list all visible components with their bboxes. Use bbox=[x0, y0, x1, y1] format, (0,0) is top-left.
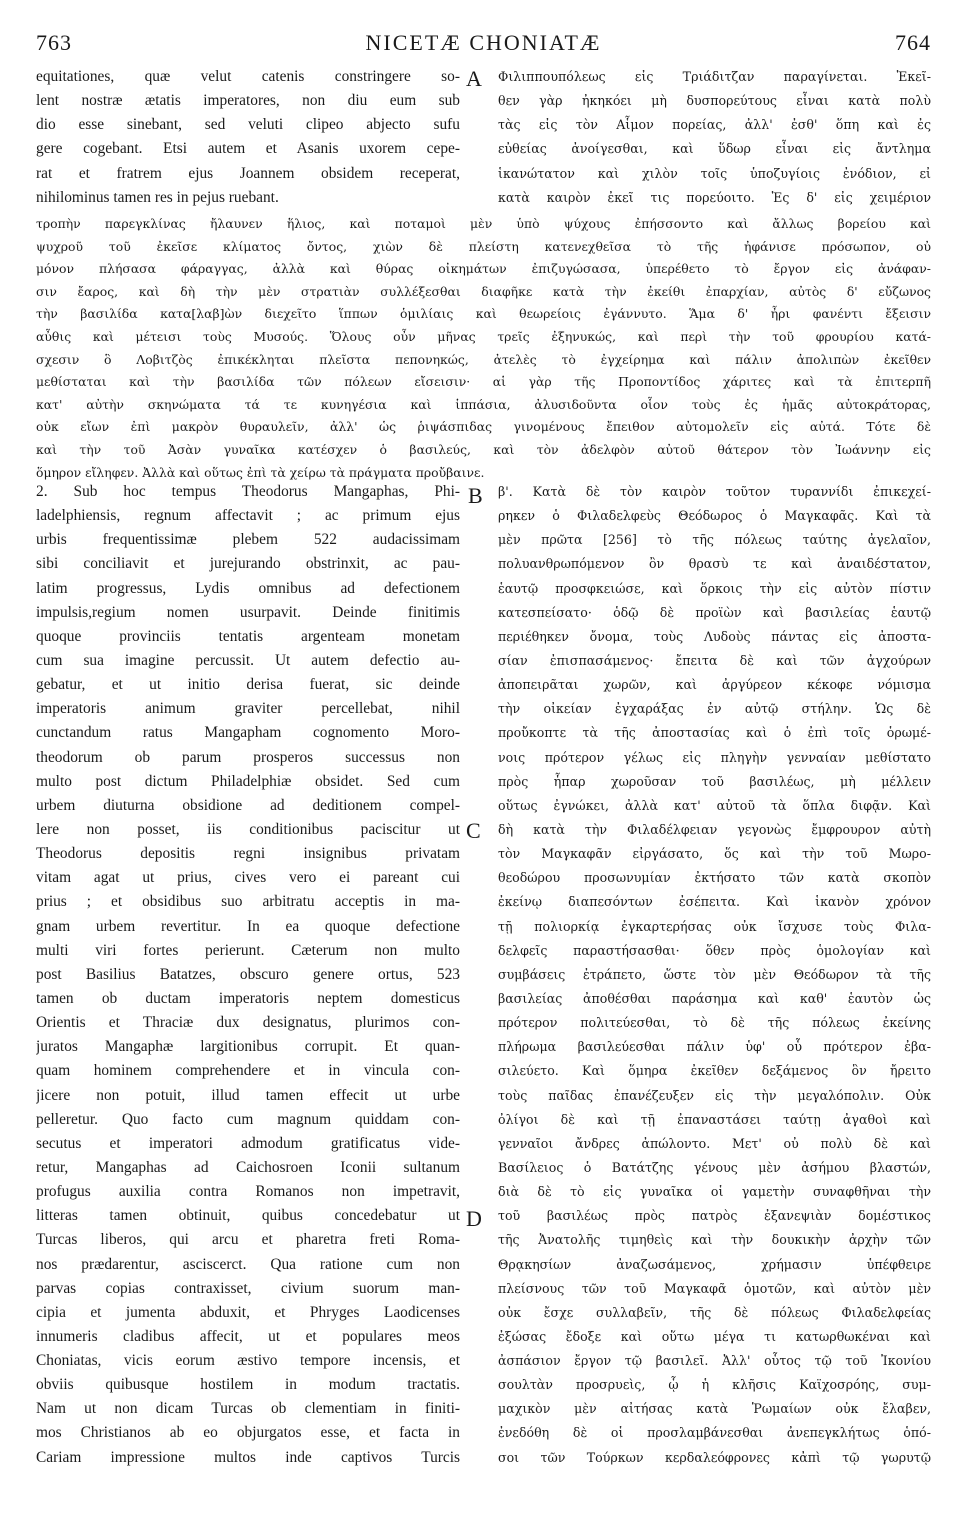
text-line: ἱκανώτατον καὶ χιλὸν τοῖς ὑποζυγίοις ἐνόδιον, εἰ bbox=[498, 165, 931, 181]
text-line: ἐξώσας ἔδοξε καὶ οὕτω μέγα τι κατωρθωκέναι καὶ bbox=[498, 1328, 931, 1344]
text-line: πρὸς ἧπαρ χωροῦσαν τοῦ βασιλέως, μὴ μέλλειν bbox=[498, 773, 931, 789]
text-line: quam hominem comprehendere et in vincula con- bbox=[36, 1062, 460, 1080]
text-line: τῇ πολιορκίᾳ ἐγκαρτερήσας οὐκ ἴσχυσε τοὺς Φιλα- bbox=[498, 918, 931, 934]
text-line: Φιλιππουπόλεως εἰς Τριάδιτζαν παραγίνεται. Ἐκεῖ- bbox=[498, 69, 931, 84]
text-line: gere cogebant. Etsi autem et Asanis uxorem cepe- bbox=[36, 140, 460, 158]
text-line: προὔκοπτε τὰ τῆς ἀποστασίας καὶ ὁ ἐπὶ τοῖς ὁρωμέ- bbox=[498, 725, 931, 741]
text-line: περιέθηκεν ὄνομα, τοὺς Λυδοὺς πάντας εἰς ἀποστα- bbox=[498, 628, 931, 644]
text-line: σίαν ἐπισπασάμενος· ἔπειτα δὲ καὶ τῶν ἀγχούρων bbox=[498, 652, 931, 668]
text-line: impulsis,regium nomen usurpavit. Deinde finitimis bbox=[36, 603, 460, 621]
left-page-number: 763 bbox=[36, 30, 72, 55]
text-line: urbem diuturna obsidione ad deditionem compel- bbox=[36, 796, 460, 814]
text-line: Theodorus depositis regni insignibus privatam bbox=[36, 845, 460, 863]
text-line: latim progressus, Lydis omnibus ad defectionem bbox=[36, 579, 460, 597]
text-line: ἐνεδόθη δὲ οἱ προσλαμβάνεσθαι ἀνεπεγκλήτως ὁπό- bbox=[498, 1425, 931, 1441]
text-line: ἀποπειρᾶται χωρῶν, καὶ ἀργύρεον κέκοφε νόμισμα bbox=[498, 677, 931, 693]
running-title: NICETÆ CHONIATÆ bbox=[365, 30, 602, 55]
text-line: σιλεύετο. Καὶ ὅμηρα ἐκεῖθεν δεξάμενος ὃν ἤρειτο bbox=[498, 1063, 931, 1079]
text-line: πλείσνους τῶν τοῦ Μαγκαφᾶ ὁμοτῶν, καὶ αὐτὸν μὲν bbox=[498, 1280, 931, 1296]
text-line: equitationes, quæ velut catenis constringere so- bbox=[36, 68, 460, 85]
text-line: θεν γὰρ ἠκηκόει μὴ δυσπορεύτους εἶναι κατὰ πολὺ bbox=[498, 93, 931, 109]
text-line: vitam agat ut prius, cives vero ei pareant cui bbox=[36, 869, 460, 887]
text-line: μεθίσταται καὶ τὴν βασιλίδα τῶν πόλεων εἴσεισιν· αἱ γὰρ τῆς Προποντίδος χάριτες καὶ τὰ ἐπιτερπῆ bbox=[36, 374, 931, 390]
text-line: μόνον πλήσασα φάραγγας, ἀλλὰ καὶ θύρας οἰκημάτων ἐπιζυγώσασα, ὑπερέθετο τὸ ἔργον εἰς ἀνάφαν- bbox=[36, 261, 931, 277]
text-line: Nam ut non dicam Turcas ob clementiam in finiti- bbox=[36, 1400, 460, 1418]
text-line: profugus auxilia contra Romanos non impetravit, bbox=[36, 1183, 460, 1201]
right-page-number: 764 bbox=[895, 30, 931, 55]
full-width-greek-paragraph bbox=[36, 213, 931, 484]
text-line: νοις πρότερον γέλως εἰς πληγὴν γενναίαν μεθίστατο bbox=[498, 749, 931, 765]
text-line: multo post dictum Philadelphiæ obsidet. Sed cum bbox=[36, 772, 460, 790]
text-line: mos Christianos ab eo objurgatos esse, et facta in bbox=[36, 1424, 460, 1442]
text-line: σιν ἔαρος, καὶ δὴ τὴν μὲν στρατιὰν συλλέξεσθαι διαφῆκε κατὰ τὴν ἐκείθι ἐπαρχίαν, αὐτὸς δ' εὔζωνος bbox=[36, 283, 931, 299]
text-line: nihilominus tamen res in pejus ruebant. bbox=[36, 188, 279, 206]
text-line: post Basilius Batatzes, obscuro genere ortus, 523 bbox=[36, 965, 460, 983]
text-line: πρότερον πολιτεύεσθαι, τὸ δὲ τῆς πόλεως ἐκείνης bbox=[498, 1015, 931, 1031]
text-line: Turcas liberos, qui arcu et pharetra freti Roma- bbox=[36, 1231, 460, 1249]
top-latin-column bbox=[36, 65, 460, 210]
text-line: cunctandum ratus Mangapham cognomento Moro- bbox=[36, 724, 460, 742]
text-line: τὸν Μαγκαφᾶν εἰργάσατο, ὅς καὶ τὴν τοῦ Μωρο- bbox=[498, 846, 931, 862]
text-line: οὐκ εἴων ἐπὶ μακρὸν θυραυλεῖν, ἀλλ' ὡς ῥιψάσπιδας γινομένους ἔπειθον αὐτομολεῖν εἰς αὐτά. Τότε δὲ bbox=[36, 419, 931, 435]
text-line: ἀσπάσιον ἔργον τῷ βασιλεῖ. Ἀλλ' οὗτος τῷ τοῦ Ἰκονίου bbox=[498, 1353, 931, 1369]
text-line: θεοδώρου προσωνυμίαν ἐκτήσατο τῶν κατὰ σκοπὸν bbox=[498, 870, 931, 886]
text-line: τὴν οἰκείαν ἐγχαράξας ἐν αὐτῷ στήλην. Ὡς δὲ bbox=[498, 701, 931, 717]
text-line: τὰς εἰς τὸν Αἷμον πορείας, ἀλλ' ἐσθ' ὅπη καὶ ἐς bbox=[498, 117, 931, 133]
text-line: dio esse sinebant, sed veluti clipeo abjecto sufu bbox=[36, 116, 460, 134]
text-line: Orientis et Thraciæ dux designatus, plurimos con- bbox=[36, 1014, 460, 1032]
text-line: β'. Κατὰ δὲ τὸν καιρὸν τοῦτον τυραννίδι ἐπικεχεί- bbox=[498, 484, 931, 499]
margin-marker-a: A bbox=[466, 66, 482, 91]
text-line: τῆς Ἀνατολῆς τιμηθεὶς καὶ τὴν δουκικὴν ἀρχὴν τῶν bbox=[498, 1232, 931, 1248]
text-line: tamen ob ductam imperatoris neptem domesticus bbox=[36, 989, 460, 1007]
text-line: αὖθις καὶ μέτεισι τοὺς Μυσούς. Ὅλους οὖν μῆνας τρεῖς ἐξηνυκώς, καὶ περὶ τὴν τοῦ φρουρίου κατά- bbox=[36, 328, 931, 344]
text-line: quoque provinciis tentatis argenteam monetam bbox=[36, 627, 460, 645]
text-line: theodorum ob parum prosperos successus non bbox=[36, 748, 460, 766]
text-line: κατ' αὐτὴν σκηνώματα τά τε κυνηγέσια καὶ ἱππάσια, ἀλυσιδοῦντα οἷον τοὺς ἐς ἡμᾶς αὐτοκράτορας, bbox=[36, 396, 931, 412]
text-line: ladelphiensis, regnum affectavit ; ac primum ejus bbox=[36, 507, 460, 525]
text-line: ὅμηρον εἴληφεν. Ἀλλὰ καὶ οὕτως ἐπὶ τὰ χείρω τὰ πράγματα προὔβαινε. bbox=[36, 464, 485, 480]
text-line: innumeris cladibus affecit, ut et populares meos bbox=[36, 1327, 460, 1345]
text-line: οὕτως ἐγνώκει, ἀλλὰ κατ' αὐτοῦ τὰ ὅπλα διφᾷν. Καὶ bbox=[498, 797, 931, 813]
text-line: Choniatas, vicis eorum æstivo tempore incensis, et bbox=[36, 1352, 460, 1370]
text-line: imperatoris animum graviter percellebat, nihil bbox=[36, 700, 460, 718]
text-line: litteras tamen obtinuit, quibus concedebatur ut bbox=[36, 1207, 460, 1225]
text-line: multi viri fortes perierunt. Cæterum non multo bbox=[36, 941, 460, 959]
text-line: σχεσιν ὃ Λοβιτζὸς ἐπικέκληται πλεῖστα πεπονηκώς, ἀτελὲς τὸ ἐγχείρημα καὶ πάλιν ἀπολιπὼν ἐκεῖθεν bbox=[36, 351, 931, 367]
text-line: σοι τῶν Τούρκων κερδαλεόφρονες κἀπὶ τῷ γωρυτῷ bbox=[498, 1449, 931, 1465]
text-line: gebatur, et ut initio derisa fuerat, sic deinde bbox=[36, 676, 460, 694]
text-line: lere non posset, iis conditionibus paciscitur ut bbox=[36, 820, 460, 838]
text-line: γενναῖοι ἄνδρες ἀπώλοντο. Μετ' οὐ πολὺ δὲ καὶ bbox=[498, 1135, 931, 1151]
text-line: κατὰ καιρὸν ἐκεῖ τις πορεύοιτο. Ἐς δ' εἰς χειμέριον bbox=[498, 189, 931, 205]
text-line: ὀλίγοι δὲ καὶ τῇ ἐπαναστάσει ταύτῃ ἀγαθοὶ καὶ bbox=[498, 1111, 931, 1127]
text-line: urbis frequentissimæ plebem 522 audacissimam bbox=[36, 531, 460, 549]
main-latin-column bbox=[36, 480, 460, 1470]
top-greek-column bbox=[498, 65, 931, 210]
text-line: pelleretur. Quo facto cum magnum quiddam con- bbox=[36, 1110, 460, 1128]
text-line: sibi conciliavit et jurejurando obstrinxit, ac pau- bbox=[36, 555, 460, 573]
margin-marker-b: B bbox=[468, 483, 483, 508]
text-line: parvas copias contraxisset, civium suorum man- bbox=[36, 1279, 460, 1297]
text-line: secutus et imperatori admodum gratificatus vide- bbox=[36, 1134, 460, 1152]
text-line: Βασίλειος ὁ Βατάτζης γένους μὲν ἀσήμου βλαστών, bbox=[498, 1159, 931, 1175]
text-line: ρηκεν ὁ Φιλαδελφεὺς Θεόδωρος ὁ Μαγκαφᾶς. Καὶ τὰ bbox=[498, 508, 931, 524]
margin-marker-d: D bbox=[466, 1206, 482, 1231]
text-line: πολυανθρωπόμενον ὂν θρασὺ τε καὶ ἀναιδέστατον, bbox=[498, 556, 931, 572]
text-line: prius ; et obsidibus suo arbitratu acceptis in ma- bbox=[36, 893, 460, 911]
text-line: τὴν βασιλίδα κατα[λαβ]ὼν διεχεῖτο ἵππων ὁμιλίαις καὶ θεωρείοις ἐγάννυτο. Ἅμα δ' ἦρι φανέντι ἔξεισιν bbox=[36, 306, 931, 322]
text-line: οὐκ ἔσχε συλλαβεῖν, τῆς δὲ πόλεως Φιλαδελφείας bbox=[498, 1304, 931, 1320]
text-line: μαχικὸν μὲν αἰτήσας κατὰ Ῥωμαίων οὐκ ἔλαβεν, bbox=[498, 1401, 931, 1417]
text-line: 2. Sub hoc tempus Theodorus Mangaphas, Phi- bbox=[36, 483, 460, 500]
text-line: εὐθείας ἀνοίγεσθαι, καὶ ὕδωρ εἶναι εἰς ἄντλημα bbox=[498, 141, 931, 157]
text-line: πλήρωμα βασιλεύεσθαι πάλιν ὑφ' οὗ πρότερον ἐβα- bbox=[498, 1039, 931, 1055]
text-line: τοὺς παῖδας ἐπανέζευξεν εἰς τὴν μεγαλόπολιν. Οὐκ bbox=[498, 1087, 931, 1103]
text-line: καὶ τὴν τοῦ Ἀσὰν γυναῖκα κατέσχεν ὁ βασιλεύς, καὶ τὸν ἀδελφὸν αὐτοῦ θάτερον τὸν Ἰωάννην εἰς bbox=[36, 441, 931, 457]
text-line: nos prædarentur, asciscerct. Qua ratione cum non bbox=[36, 1255, 460, 1273]
text-line: κατεσπείσατο· ὁδῷ δὲ προϊὼν καὶ βασιλείας ἑαυτῷ bbox=[498, 604, 931, 620]
text-line: συμβάσεις ἐτράπετο, ὥστε τὸν μὲν Θεόδωρον τὰ τῆς bbox=[498, 966, 931, 982]
text-line: Θρᾳκησίων ἀναζωσάμενος, χρήμασιν ὑπέφθειρε bbox=[498, 1256, 931, 1272]
text-line: cipia et jumenta abduxit, et Phryges Laodicenses bbox=[36, 1303, 460, 1321]
text-line: jicere non potuit, illud tamen effecit ut urbe bbox=[36, 1086, 460, 1104]
text-line: cum sua imagine percussit. Ut autem defectio au- bbox=[36, 651, 460, 669]
text-line: retur, Mangaphas ad Caichosroen Iconii sultanum bbox=[36, 1158, 460, 1176]
text-line: δὴ κατὰ τὴν Φιλαδέλφειαν γεγονὼς ἔμφρουρον αὐτὴ bbox=[498, 821, 931, 837]
text-line: δελφεῖς παραστήσασθαι· ὅθεν πρὸς ὁμολογίαν καὶ bbox=[498, 942, 931, 958]
text-line: gnam urbem revertitur. In ea quoque defectione bbox=[36, 917, 460, 935]
margin-marker-c: C bbox=[466, 818, 481, 843]
text-line: μὲν πρῶτα [256] τὸ τῆς πόλεως ταύτης ἀγελαῖον, bbox=[498, 532, 931, 548]
text-line: rat et fratrem ejus Joannem obsidem receperat, bbox=[36, 164, 460, 182]
text-line: obviis quibusque hostilem in modum tractatis. bbox=[36, 1376, 460, 1394]
main-greek-column bbox=[498, 480, 931, 1470]
text-line: τροπὴν παρεγκλίνας ἤλαυνεν ἥλιος, καὶ ποταμοὶ μὲν ὑπὸ ψύχους ἐπήσσοντο καὶ ἄλλως βορείου καὶ bbox=[36, 216, 931, 231]
text-line: σουλτὰν προσρυεὶς, ᾧ ἡ κλῆσις Καϊχοσρόης, συμ- bbox=[498, 1377, 931, 1393]
text-line: ἐκείνῳ διαπεσόντων ἐσέπειτα. Καὶ ἱκανὸν χρόνον bbox=[498, 894, 931, 910]
text-line: Cariam impressione multos inde captivos Turcis bbox=[36, 1448, 460, 1466]
text-line: διὰ δὲ τὸ εἰς γυναῖκα οἱ γαμετὴν συναφθῆναι τὴν bbox=[498, 1184, 931, 1200]
text-line: juratos Mangaphæ largitionibus corrupit. Et quan- bbox=[36, 1038, 460, 1056]
text-line: ψυχροῦ τοῦ ἐκεῖσε κλίματος ὄντος, χιὼν δὲ πλείστη κατενεχθεῖσα τὸ τῆς ἠφάνισε πρόσωπον, οὐ bbox=[36, 238, 931, 254]
text-line: βασιλείας ἀποθέσθαι παράσημα καὶ καθ' ἑαυτὸν ὡς bbox=[498, 990, 931, 1006]
page-header bbox=[36, 30, 931, 60]
text-line: ἑαυτῷ προσφκειώσε, καὶ ὅρκοις τὴν εἰς αὐτὸν πίστιν bbox=[498, 580, 931, 596]
text-line: τοῦ βασιλέως πρὸς πατρὸς ἐξανεψιὰν δομέστικος bbox=[498, 1208, 931, 1224]
text-line: lent nostræ ætatis imperatores, non diu eum sub bbox=[36, 92, 460, 110]
